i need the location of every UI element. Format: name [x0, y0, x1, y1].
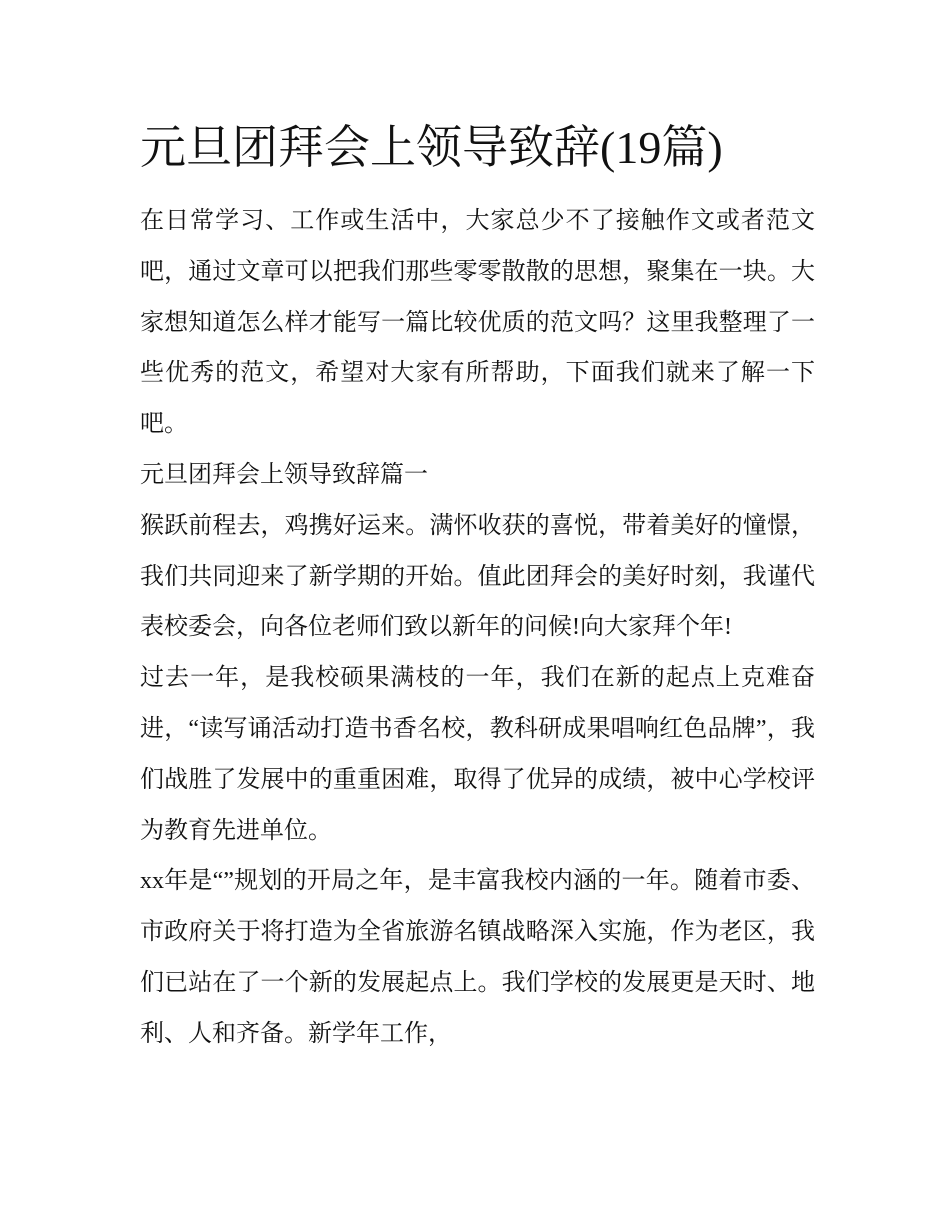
intro-paragraph: 在日常学习、工作或生活中，大家总少不了接触作文或者范文吧，通过文章可以把我们那些零零散散的思想，聚集在一块。大家想知道怎么样才能写一篇比较优质的范文吗？这里我整理了一些优秀的范文，希望对大家有所帮助，下面我们就来了解一下吧。: [140, 208, 815, 438]
body-paragraph: 过去一年，是我校硕果满枝的一年，我们在新的起点上克难奋进，“读写诵活动打造书香名校，教科研成果唱响红色品牌”，我们战胜了发展中的重重困难，取得了优异的成绩，被中心学校评为教育先进单位。: [140, 665, 815, 844]
document-title: 元旦团拜会上领导致辞(19篇): [140, 122, 723, 173]
section-heading: 元旦团拜会上领导致辞篇一: [140, 461, 428, 488]
document-body: [140, 196, 815, 1060]
body-paragraph: xx年是“”规划的开局之年，是丰富我校内涵的一年。随着市委、市政府关于将打造为全省旅游名镇战略深入实施，作为老区，我们已站在了一个新的发展起点上。我们学校的发展更是天时、地利、人和齐备。新学年工作，: [140, 868, 815, 1047]
body-paragraph: 猴跃前程去，鸡携好运来。满怀收获的喜悦，带着美好的憧憬，我们共同迎来了新学期的开始。值此团拜会的美好时刻，我谨代表校委会，向各位老师们致以新年的问候!向大家拜个年!: [140, 512, 815, 641]
